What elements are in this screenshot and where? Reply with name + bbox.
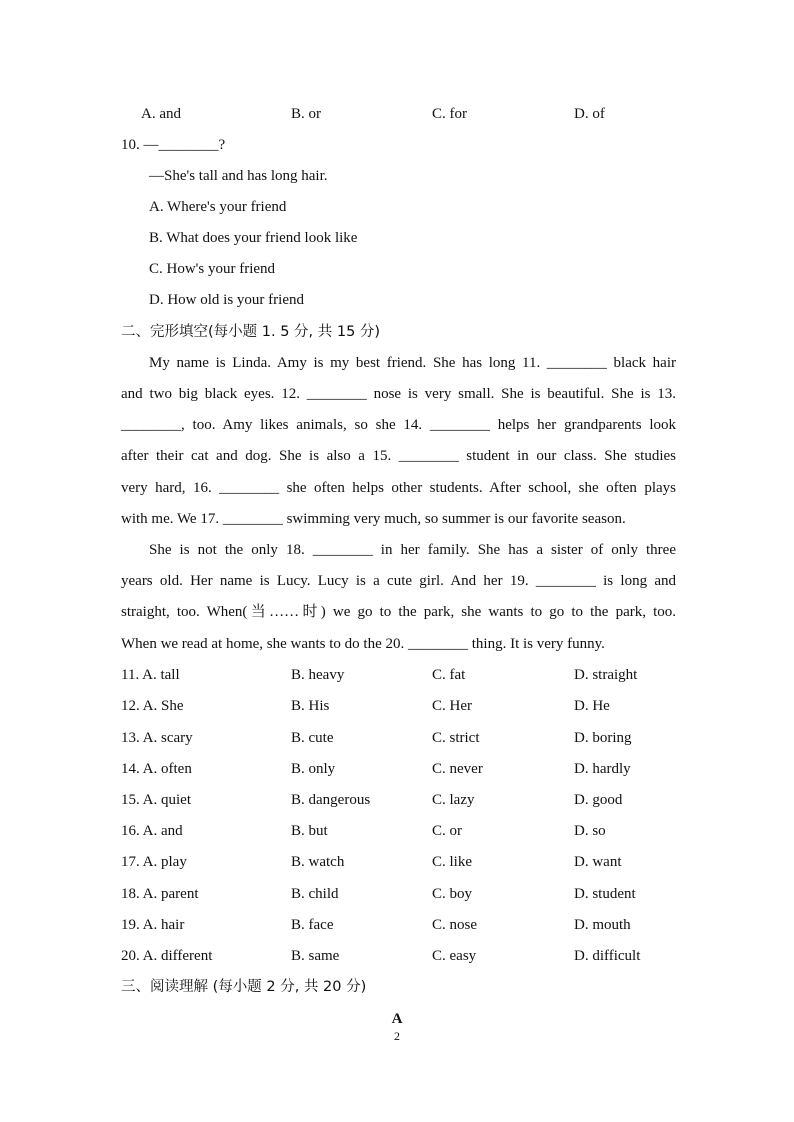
- cloze-q19-a: 19. A. hair: [121, 917, 185, 933]
- cloze-q16-b: B. but: [291, 823, 328, 839]
- q9-option-a: A. and: [141, 106, 181, 122]
- cloze-q13-c: C. strict: [432, 730, 480, 746]
- q9-option-d: D. of: [574, 106, 605, 122]
- cloze-q11-d: D. straight: [574, 667, 638, 683]
- q10-option-d: D. How old is your friend: [149, 292, 304, 308]
- cloze-q13-d: D. boring: [574, 730, 632, 746]
- cloze-q18-a: 18. A. parent: [121, 886, 199, 902]
- page-number: 2: [394, 1029, 400, 1043]
- q10-option-b: B. What does your friend look like: [149, 230, 358, 246]
- passage-line: straight, too. When(当……时) we go to the park, she wants to go to the park, too.: [121, 604, 676, 620]
- cloze-q15-c: C. lazy: [432, 792, 475, 808]
- cloze-q16-c: C. or: [432, 823, 462, 839]
- cloze-q11-b: B. heavy: [291, 667, 345, 683]
- cloze-q14-c: C. never: [432, 761, 483, 777]
- passage-line: and two big black eyes. 12. ________ nose is very small. She is beautiful. She is 13.: [121, 386, 676, 402]
- section3-title: 三、阅读理解 (每小题 2 分, 共 20 分): [121, 979, 367, 995]
- cloze-q15-b: B. dangerous: [291, 792, 371, 808]
- cloze-q18-c: C. boy: [432, 886, 473, 902]
- passage-line: When we read at home, she wants to do the 20. ________ thing. It is very funny.: [121, 636, 605, 652]
- q10-answer: —She's tall and has long hair.: [149, 168, 328, 184]
- cloze-q12-a: 12. A. She: [121, 698, 184, 714]
- cloze-q17-b: B. watch: [291, 854, 345, 870]
- cloze-q20-b: B. same: [291, 948, 340, 964]
- cloze-q13-b: B. cute: [291, 730, 334, 746]
- cloze-q17-a: 17. A. play: [121, 854, 187, 870]
- cloze-q11-a: 11. A. tall: [121, 667, 180, 683]
- cloze-q19-d: D. mouth: [574, 917, 631, 933]
- q10-question: 10. —________?: [121, 137, 226, 153]
- cloze-q17-c: C. like: [432, 854, 472, 870]
- cloze-q12-d: D. He: [574, 698, 610, 714]
- cloze-q14-d: D. hardly: [574, 761, 631, 777]
- passage-line: years old. Her name is Lucy. Lucy is a cute girl. And her 19. ________ is long and: [121, 573, 676, 589]
- cloze-q15-d: D. good: [574, 792, 623, 808]
- cloze-q17-d: D. want: [574, 854, 622, 870]
- q9-option-c: C. for: [432, 106, 467, 122]
- cloze-q13-a: 13. A. scary: [121, 730, 193, 746]
- passage-line: She is not the only 18. ________ in her family. She has a sister of only three: [149, 542, 676, 558]
- cloze-q12-c: C. Her: [432, 698, 472, 714]
- passage-line: with me. We 17. ________ swimming very much, so summer is our favorite season.: [121, 511, 626, 527]
- cloze-q16-a: 16. A. and: [121, 823, 183, 839]
- cloze-q19-c: C. nose: [432, 917, 477, 933]
- cloze-q18-d: D. student: [574, 886, 636, 902]
- cloze-q15-a: 15. A. quiet: [121, 792, 191, 808]
- cloze-q14-a: 14. A. often: [121, 761, 192, 777]
- section-a-label: A: [391, 1011, 403, 1027]
- section2-title: 二、完形填空(每小题 1. 5 分, 共 15 分): [121, 324, 381, 340]
- passage-line: ________, too. Amy likes animals, so she 14. ________ helps her grandparents look: [121, 417, 676, 433]
- cloze-q11-c: C. fat: [432, 667, 466, 683]
- passage-line: My name is Linda. Amy is my best friend. She has long 11. ________ black hair: [149, 355, 676, 371]
- cloze-q12-b: B. His: [291, 698, 330, 714]
- cloze-q14-b: B. only: [291, 761, 336, 777]
- q9-option-b: B. or: [291, 106, 321, 122]
- cloze-q20-a: 20. A. different: [121, 948, 213, 964]
- cloze-q18-b: B. child: [291, 886, 339, 902]
- q10-option-a: A. Where's your friend: [149, 199, 287, 215]
- passage-line: after their cat and dog. She is also a 15. ________ student in our class. She studies: [121, 448, 676, 464]
- passage-line: very hard, 16. ________ she often helps other students. After school, she often plays: [121, 480, 676, 496]
- q10-option-c: C. How's your friend: [149, 261, 276, 277]
- cloze-q20-d: D. difficult: [574, 948, 641, 964]
- cloze-q20-c: C. easy: [432, 948, 477, 964]
- cloze-q16-d: D. so: [574, 823, 606, 839]
- cloze-q19-b: B. face: [291, 917, 334, 933]
